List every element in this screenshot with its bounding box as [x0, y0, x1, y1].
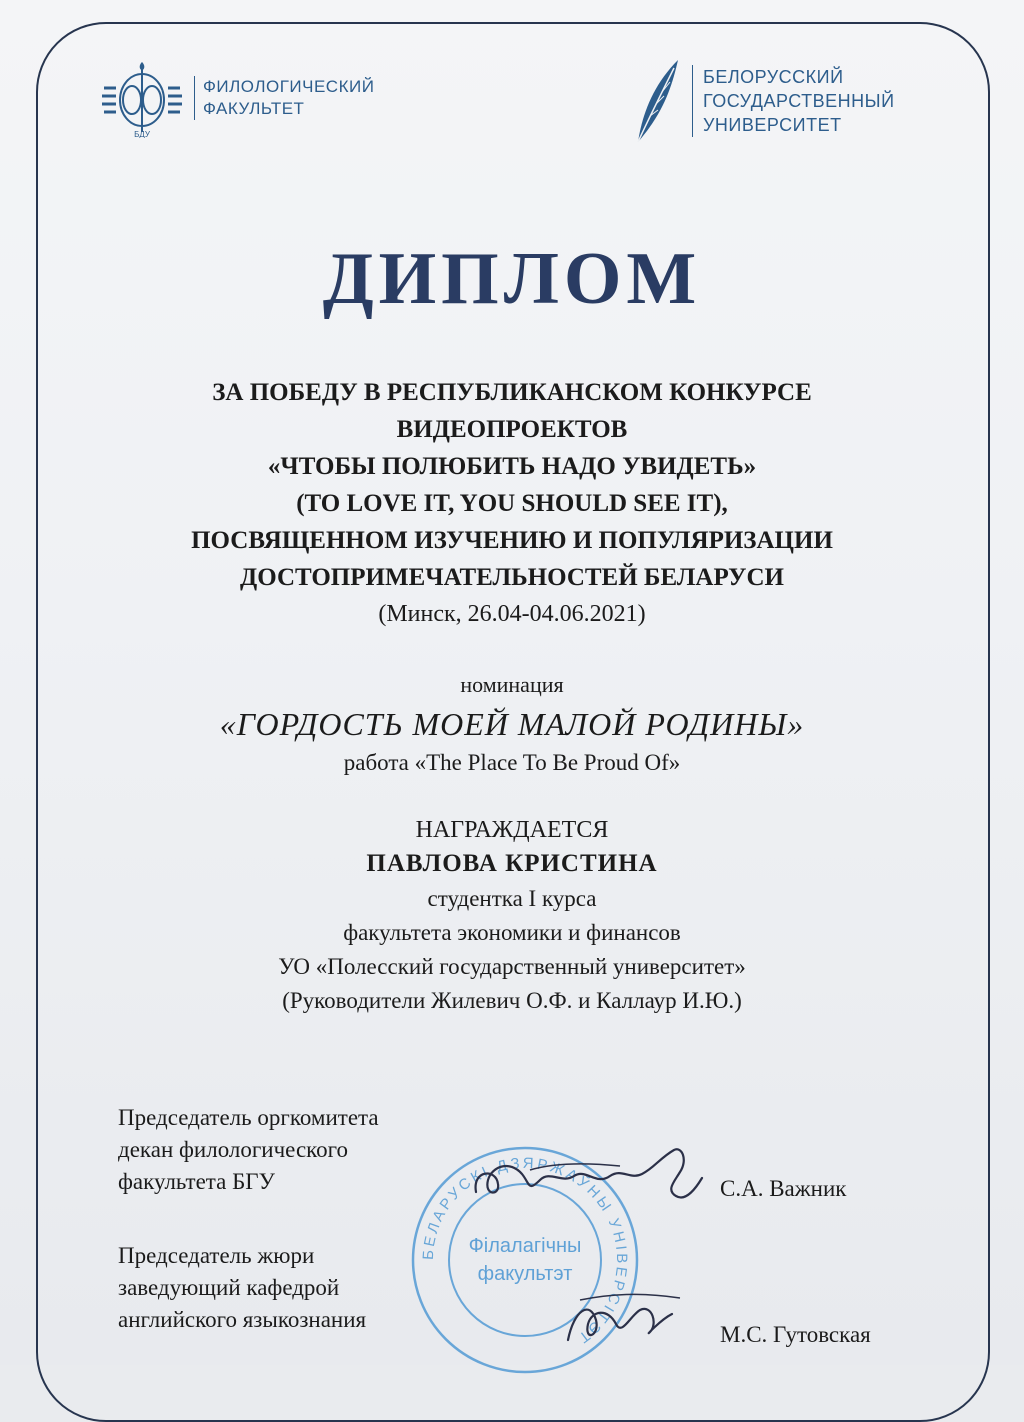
- signer-name-1: С.А. Важник: [720, 1176, 847, 1201]
- awarded-label: НАГРАЖДАЕТСЯ: [415, 817, 609, 843]
- signature-position-1: Председатель оргкомитета декан филологического факультета БГУ: [118, 1105, 379, 1194]
- nomination-label: номинация: [460, 672, 564, 697]
- nomination-block: [0, 670, 1024, 778]
- recipient-detail: (Руководители Жилевич О.Ф. и Каллаур И.Ю.): [282, 988, 742, 1013]
- stamp-center-line: Філалагічны: [468, 1235, 582, 1257]
- bsu-logo: [628, 56, 895, 146]
- award-line: (TO LOVE IT, YOU SHOULD SEE IT),: [296, 490, 728, 517]
- recipient-detail: УО «Полесский государственный университет»: [278, 954, 746, 979]
- bsu-name: БЕЛОРУССКИЙ ГОСУДАРСТВЕННЫЙ УНИВЕРСИТЕТ: [692, 65, 895, 137]
- award-line: ВИДЕОПРОЕКТОВ: [396, 416, 628, 443]
- philology-emblem-icon: [96, 58, 188, 138]
- award-line: ДОСТОПРИМЕЧАТЕЛЬНОСТЕЙ БЕЛАРУСИ: [240, 564, 784, 591]
- signer-name-2: М.С. Гутовская: [720, 1322, 871, 1347]
- nomination-work: работа «The Place To Be Proud Of»: [343, 750, 681, 775]
- nomination-name: «ГОРДОСТЬ МОЕЙ МАЛОЙ РОДИНЫ»: [219, 706, 805, 742]
- award-line: ЗА ПОБЕДУ В РЕСПУБЛИКАНСКОМ КОНКУРСЕ: [212, 379, 812, 406]
- recipient-name: ПАВЛОВА КРИСТИНА: [366, 850, 658, 877]
- signature-position-2: Председатель жюри заведующий кафедрой английского языкознания: [118, 1243, 367, 1332]
- svg-text:БДУ: БДУ: [134, 130, 150, 138]
- award-line: «ЧТОБЫ ПОЛЮБИТЬ НАДО УВИДЕТЬ»: [267, 453, 757, 480]
- stamp-ring-text: БЕЛАРУСКІ ДЗЯРЖАЎНЫ УНІВЕРСІТЭТ: [419, 1154, 631, 1348]
- philology-faculty-name: ФИЛОЛОГИЧЕСКИЙ ФАКУЛЬТЕТ: [194, 76, 374, 120]
- recipient-block: [0, 814, 1024, 1018]
- award-description: [0, 374, 1024, 632]
- quill-feather-icon: [628, 56, 684, 146]
- award-place-date: (Минск, 26.04-04.06.2021): [378, 601, 646, 627]
- diploma-title: ДИПЛОМ: [322, 238, 702, 320]
- philology-faculty-logo: [96, 58, 374, 138]
- stamp-center-line: факультэт: [477, 1263, 573, 1285]
- handwritten-signature-2: [560, 1280, 690, 1360]
- recipient-detail: факультета экономики и финансов: [343, 920, 681, 945]
- handwritten-signature-1: [470, 1130, 710, 1210]
- award-line: ПОСВЯЩЕННОМ ИЗУЧЕНИЮ И ПОПУЛЯРИЗАЦИИ: [191, 527, 833, 554]
- recipient-detail: студентка I курса: [427, 886, 597, 911]
